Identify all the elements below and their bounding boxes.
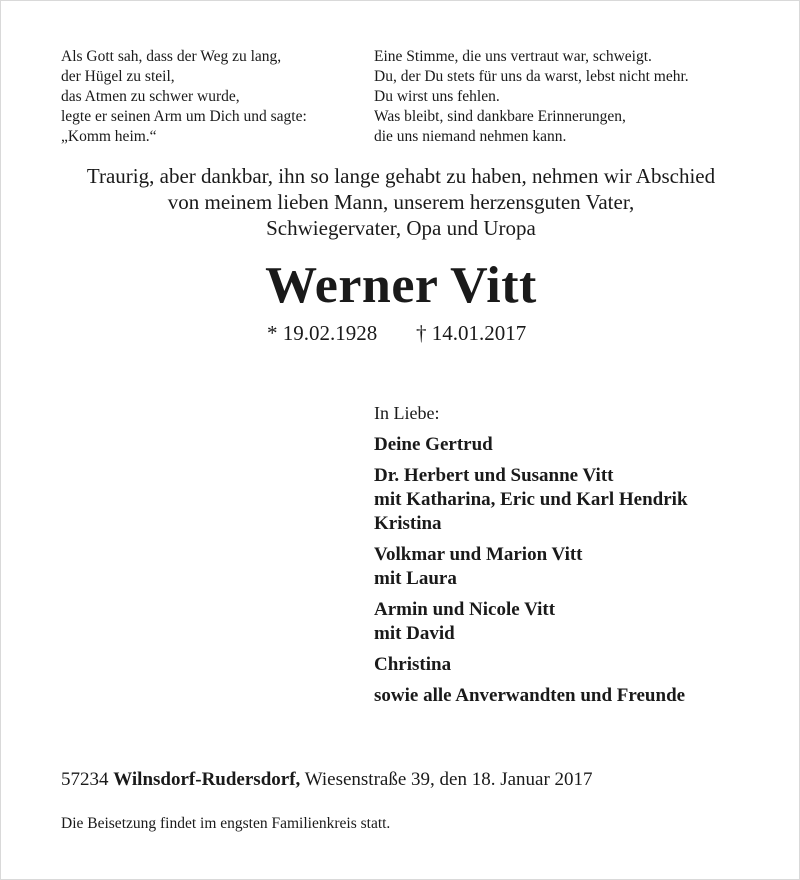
- intro-line: von meinem lieben Mann, unserem herzensguten Vater,: [167, 190, 635, 214]
- poem-line: Als Gott sah, dass der Weg zu lang,: [61, 48, 282, 65]
- mourners-list: [374, 433, 784, 715]
- mourner-line: Kristina: [374, 513, 442, 534]
- street-and-date: Wiesenstraße 39, den 18. Januar 2017: [304, 769, 593, 790]
- intro-line: Schwiegervater, Opa und Uropa: [266, 216, 536, 240]
- poem-line: das Atmen zu schwer wurde,: [61, 88, 240, 105]
- poem-right: [374, 47, 689, 147]
- mourner-group: [374, 684, 784, 708]
- intro-line: Traurig, aber dankbar, ihn so lange gehabt zu haben, nehmen wir Abschied: [86, 164, 716, 188]
- mourner-group: [374, 543, 784, 591]
- poem-left: [61, 47, 307, 147]
- poem-line: Was bleibt, sind dankbare Erinnerungen,: [374, 108, 626, 125]
- address-line: [61, 768, 593, 792]
- poem-line: Du wirst uns fehlen.: [374, 88, 500, 105]
- mourner-line: Dr. Herbert und Susanne Vitt: [374, 465, 614, 486]
- mourner-group: [374, 598, 784, 646]
- mourner-group: [374, 464, 784, 536]
- mourner-group: [374, 653, 784, 677]
- mourner-line: Christina: [374, 654, 452, 675]
- poem-line: legte er seinen Arm um Dich und sagte:: [61, 108, 307, 125]
- deceased-name: Werner Vitt: [265, 257, 537, 314]
- poem-line: „Komm heim.“: [61, 128, 157, 145]
- mourner-group: [374, 433, 784, 457]
- poem-line: Eine Stimme, die uns vertraut war, schweigt.: [374, 48, 652, 65]
- mourner-line: mit David: [374, 623, 455, 644]
- funeral-note: Die Beisetzung findet im engsten Familienkreis statt.: [61, 815, 391, 832]
- postcode: 57234: [61, 769, 109, 790]
- place-name: Wilnsdorf-Rudersdorf,: [113, 769, 301, 790]
- mourner-line: Deine Gertrud: [374, 434, 493, 455]
- mourner-line: Volkmar und Marion Vitt: [374, 544, 583, 565]
- poem-line: Du, der Du stets für uns da warst, lebst nicht mehr.: [374, 68, 689, 85]
- death-date: † 14.01.2017: [416, 321, 527, 345]
- mourner-line: mit Laura: [374, 568, 457, 589]
- mourners-heading: In Liebe:: [374, 403, 440, 423]
- mourner-line: mit Katharina, Eric und Karl Hendrik: [374, 489, 688, 510]
- poem-line: die uns niemand nehmen kann.: [374, 128, 567, 145]
- birth-date: * 19.02.1928: [267, 321, 378, 345]
- mourner-line: Armin und Nicole Vitt: [374, 599, 556, 620]
- intro-text: [1, 163, 800, 241]
- poem-line: der Hügel zu steil,: [61, 68, 175, 85]
- mourner-line: sowie alle Anverwandten und Freunde: [374, 685, 686, 706]
